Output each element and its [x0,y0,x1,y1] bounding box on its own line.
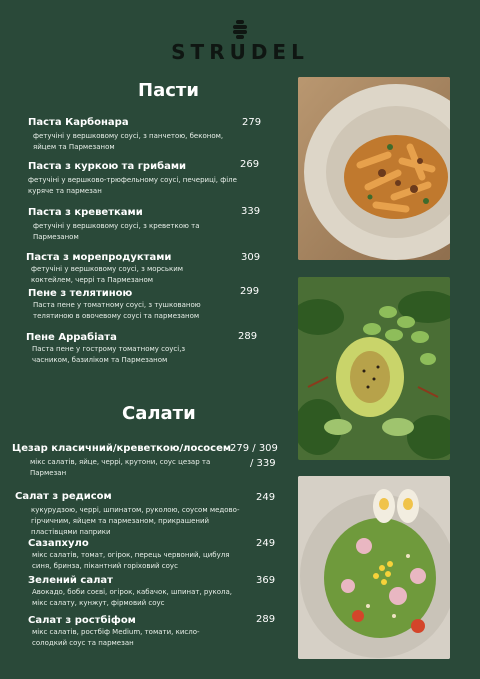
logo-emblem-icon [233,20,247,40]
menu-item-price: 289 [238,331,258,342]
menu-item-desc: фетучіні у вершковому соусі, з креветкою та Пармезаном [33,222,200,241]
menu-item-price: 249 [256,538,276,549]
menu-item-price: 269 [240,159,260,170]
menu-item-price: 279 / 309 [230,443,278,454]
menu-item-desc: кукурудзою, черрі, шпинатом, руколою, соусом медово-гірчичним, яйцем та пармезаном, прикрашений пластівцями паприки [31,506,240,536]
menu-item-price-extra: / 339 [250,458,276,469]
menu-item-price: 249 [256,492,276,503]
menu-item [26,332,201,366]
menu-item [28,288,233,322]
menu-item-price: 299 [240,286,260,297]
menu-item-price: 279 [242,117,262,128]
menu-item-desc: Авокадо, боби соєві, огірок, кабачок, шпинат, рукола, мікс салату, кунжут, фірмовий соус [32,588,233,607]
menu-item [28,117,228,153]
menu-item-price: 309 [241,252,261,263]
menu-item-price: 369 [256,575,276,586]
green-salad-photo [298,277,450,460]
menu-item-name: Пене Аррабіата [26,332,117,343]
menu-item-desc: фетучіні у вершково-трюфельному соусі, печериці, філе куряче та пармезан [28,176,237,195]
menu-item-desc: мікс салатів, томат, огірок, перець червоний, цибуля синя, бринза, пікантний горіховий соус [32,551,230,570]
menu-item-desc: мікс салатів, ростбіф Medium, томати, кисло-солодкий соус та пармезан [32,628,200,647]
menu-item-name: Зелений салат [28,575,113,586]
menu-item-name: Салат з ростбіфом [28,615,136,626]
menu-item-name: Сазапхуло [28,538,89,549]
menu-item-name: Паста з морепродуктами [26,252,172,263]
menu-item-desc: Паста пене у томатному соусі, з тушкованою телятиною в овочевому соусі та пармезаном [33,301,201,320]
menu-item-name: Салат з редисом [15,491,112,502]
menu-item [26,252,196,286]
menu-item-desc: мікс салатів, яйце, черрі, крутони, соус цезар та Пармезан [30,458,211,477]
menu-item-name: Паста з креветками [28,207,143,218]
brand-name: STRUDEL [171,40,309,64]
menu-item-price: 289 [256,614,276,625]
pasta-photo [298,77,450,260]
menu-item [15,491,240,538]
menu-item [28,207,208,243]
menu-item-desc: фетучіні у вершковому соусі, з панчетою, беконом, яйцем та Пармезаном [33,132,224,151]
menu-item-desc: Паста пене у гострому томатному соусі,з часником, базиліком та Пармезаном [32,345,186,364]
section-title-salads: Салати [122,403,196,424]
menu-item [28,615,228,649]
menu-item [28,161,250,197]
menu-item-price: 339 [241,206,261,217]
menu-item-name: Паста Карбонара [28,117,129,128]
menu-item [28,575,240,609]
menu-item-name: Цезар класичний/креветкою/лососем [12,443,232,454]
brand-logo [0,20,480,64]
section-title-pasta: Пасти [138,80,199,101]
menu-item [28,538,233,572]
menu-item-desc: фетучіні у вершковому соусі, з морським коктейлем, черрі та Пармезаном [31,265,184,284]
menu-item [12,443,232,479]
menu-item-name: Паста з куркою та грибами [28,161,187,172]
radish-salad-photo [298,476,450,659]
menu-item-name: Пене з телятиною [28,288,133,299]
